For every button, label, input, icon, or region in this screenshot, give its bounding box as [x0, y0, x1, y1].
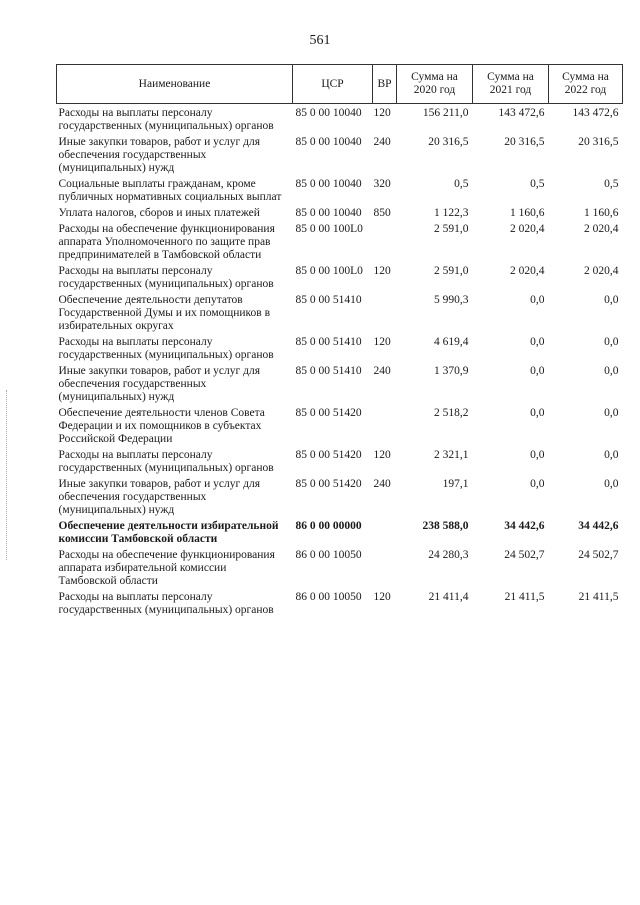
row-sum-2021: 1 160,6: [510, 207, 545, 219]
row-sum-2021: 0,0: [530, 407, 545, 419]
row-sum-2021: 143 472,6: [498, 107, 545, 119]
table-row: [57, 475, 623, 517]
table-row: [57, 262, 623, 291]
row-sum-2021: 0,0: [530, 449, 545, 461]
header-sum-2020: Сумма на 2020 год: [397, 65, 473, 104]
row-sum-2022: 0,0: [604, 336, 619, 348]
row-name: Расходы на выплаты персоналу государственных (муниципальных) органов: [58, 591, 274, 616]
row-vr: [373, 404, 397, 446]
row-sum-2021: 21 411,5: [504, 591, 545, 603]
row-sum-2022: 1 160,6: [584, 207, 619, 219]
row-name: Расходы на выплаты персоналу государственных (муниципальных) органов: [58, 449, 274, 474]
row-csr: 85 0 00 10040: [295, 136, 362, 148]
table-row: [57, 291, 623, 333]
row-name: Расходы на выплаты персоналу государственных (муниципальных) органов: [58, 107, 274, 132]
table-row: [57, 404, 623, 446]
table-row: [57, 104, 623, 134]
row-sum-2020: 2 518,2: [434, 407, 469, 419]
row-sum-2022: 0,5: [604, 178, 619, 190]
row-vr: [373, 546, 397, 588]
row-name: Иные закупки товаров, работ и услуг для обеспечения государственных (муниципальных) нужд: [58, 136, 260, 174]
row-vr: [373, 517, 397, 546]
table-row: [57, 333, 623, 362]
row-vr: 240: [373, 136, 391, 148]
row-sum-2020: 238 588,0: [422, 520, 469, 532]
row-sum-2020: 197,1: [442, 478, 469, 490]
table-header: [57, 65, 623, 104]
row-sum-2021: 0,0: [530, 478, 545, 490]
row-sum-2020: 156 211,0: [422, 107, 469, 119]
row-vr: [373, 220, 397, 262]
header-csr: ЦСР: [293, 65, 373, 104]
row-sum-2021: 0,0: [530, 336, 545, 348]
table-row: [57, 362, 623, 404]
row-sum-2021: 24 502,7: [504, 549, 545, 561]
row-csr: 86 0 00 10050: [295, 591, 362, 603]
row-sum-2020: 4 619,4: [434, 336, 469, 348]
row-sum-2021: 20 316,5: [504, 136, 545, 148]
row-csr: 85 0 00 51420: [295, 478, 362, 490]
row-vr: 240: [373, 365, 391, 377]
row-sum-2020: 1 370,9: [434, 365, 469, 377]
row-vr: 240: [373, 478, 391, 490]
row-sum-2021: 2 020,4: [510, 223, 545, 235]
row-sum-2022: 21 411,5: [578, 591, 619, 603]
row-sum-2020: 1 122,3: [434, 207, 469, 219]
row-sum-2022: 0,0: [604, 365, 619, 377]
row-sum-2022: 2 020,4: [584, 223, 619, 235]
row-sum-2020: 24 280,3: [428, 549, 469, 561]
row-sum-2020: 0,5: [454, 178, 469, 190]
row-csr: 85 0 00 51410: [295, 336, 362, 348]
row-sum-2022: 0,0: [604, 294, 619, 306]
row-csr: 85 0 00 100L0: [295, 223, 363, 235]
row-name: Уплата налогов, сборов и иных платежей: [58, 207, 260, 219]
row-sum-2021: 0,5: [530, 178, 545, 190]
row-vr: [373, 291, 397, 333]
row-name: Расходы на обеспечение функционирования аппарата Уполномоченного по защите прав предпринимателей в Тамбовской области: [58, 223, 275, 261]
table-row: [57, 517, 623, 546]
page-number: 561: [309, 33, 331, 48]
row-csr: 85 0 00 51410: [295, 365, 362, 377]
row-sum-2021: 0,0: [530, 365, 545, 377]
row-sum-2022: 24 502,7: [578, 549, 619, 561]
row-name: Расходы на выплаты персоналу государственных (муниципальных) органов: [58, 265, 274, 290]
row-csr: 85 0 00 100L0: [295, 265, 363, 277]
row-sum-2020: 5 990,3: [434, 294, 469, 306]
row-csr: 86 0 00 10050: [295, 549, 362, 561]
row-csr: 85 0 00 10040: [295, 178, 362, 190]
row-sum-2022: 2 020,4: [584, 265, 619, 277]
row-vr: 120: [373, 449, 391, 461]
row-sum-2022: 143 472,6: [572, 107, 619, 119]
row-vr: 850: [373, 207, 391, 219]
row-sum-2020: 21 411,4: [428, 591, 469, 603]
table-row: [57, 175, 623, 204]
row-sum-2022: 0,0: [604, 478, 619, 490]
row-sum-2020: 20 316,5: [428, 136, 469, 148]
row-sum-2020: 2 321,1: [434, 449, 469, 461]
row-sum-2020: 2 591,0: [434, 223, 469, 235]
row-sum-2021: 34 442,6: [504, 520, 545, 532]
row-csr: 85 0 00 51420: [295, 407, 362, 419]
row-vr: 120: [373, 591, 391, 603]
header-sum-2021: Сумма на 2021 год: [473, 65, 549, 104]
table-row: [57, 220, 623, 262]
row-vr: 120: [373, 107, 391, 119]
row-sum-2021: 0,0: [530, 294, 545, 306]
row-vr: 320: [373, 178, 391, 190]
row-sum-2022: 20 316,5: [578, 136, 619, 148]
row-name: Обеспечение деятельности депутатов Государственной Думы и их помощников в избирательных округах: [58, 294, 271, 332]
row-csr: 86 0 00 00000: [295, 520, 362, 532]
table-row: [57, 446, 623, 475]
row-csr: 85 0 00 10040: [295, 207, 362, 219]
table-row: [57, 204, 623, 220]
row-name: Иные закупки товаров, работ и услуг для обеспечения государственных (муниципальных) нужд: [58, 478, 260, 516]
row-name: Расходы на выплаты персоналу государственных (муниципальных) органов: [58, 336, 274, 361]
table-row: [57, 546, 623, 588]
row-name: Социальные выплаты гражданам, кроме публичных нормативных социальных выплат: [58, 178, 282, 203]
row-name: Иные закупки товаров, работ и услуг для обеспечения государственных (муниципальных) нужд: [58, 365, 260, 403]
row-sum-2022: 34 442,6: [578, 520, 619, 532]
row-csr: 85 0 00 10040: [295, 107, 362, 119]
row-csr: 85 0 00 51420: [295, 449, 362, 461]
header-name: Наименование: [57, 65, 293, 104]
row-sum-2020: 2 591,0: [434, 265, 469, 277]
table-row: [57, 133, 623, 175]
row-name: Обеспечение деятельности избирательной комиссии Тамбовской области: [58, 520, 279, 545]
header-vr: ВР: [373, 65, 397, 104]
row-vr: 120: [373, 336, 391, 348]
row-sum-2022: 0,0: [604, 407, 619, 419]
row-sum-2021: 2 020,4: [510, 265, 545, 277]
row-sum-2022: 0,0: [604, 449, 619, 461]
header-sum-2022: Сумма на 2022 год: [549, 65, 623, 104]
margin-scan-marks: [6, 390, 10, 560]
row-name: Расходы на обеспечение функционирования аппарата избирательной комиссии Тамбовской области: [58, 549, 275, 587]
budget-table: [56, 64, 623, 617]
row-name: Обеспечение деятельности членов Совета Федерации и их помощников в субъектах Российской Федерации: [58, 407, 265, 445]
row-vr: 120: [373, 265, 391, 277]
table-body: [57, 104, 623, 618]
table-row: [57, 588, 623, 617]
row-csr: 85 0 00 51410: [295, 294, 362, 306]
